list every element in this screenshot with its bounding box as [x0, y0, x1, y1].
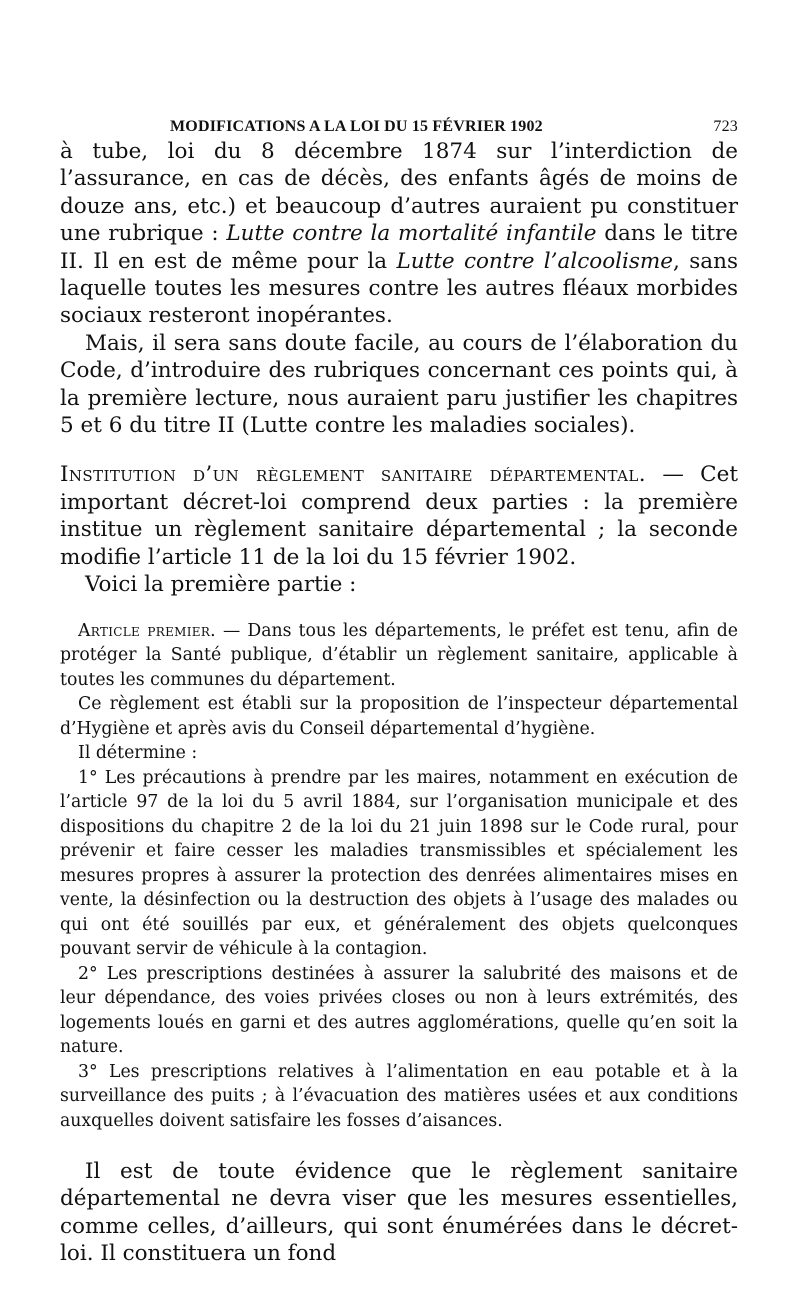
- section-paragraph: Institution d’un règlement sanitaire départemental. — Cet important décret-loi comprend deux parties : la première institue un règlement sanitaire départemental ; la seconde modifie l’article 11 de la loi du 15 février 1902.: [60, 462, 738, 570]
- closing-text: [60, 1158, 738, 1268]
- article-heading: Article premier.: [78, 620, 216, 641]
- decree-quotation: [60, 619, 738, 1134]
- paragraph-continuation: à tube, loi du 8 décembre 1874 sur l’interdiction de l’assurance, en cas de décès, des enfants âgés de moins de douze ans, etc.) et beaucoup d’autres auraient pu constituer une rubrique : Lutte contre la mortalité infantile dans le titre II. Il en est de même pour la Lutte contre l’alcoolisme, sans laquelle toutes les mesures contre les autres fléaux morbides sociaux resteront inopérantes.: [60, 139, 738, 329]
- decree-item: 1° Les précautions à prendre par les maires, notamment en exécution de l’article 97 de la loi du 5 avril 1884, sur l’organisation municipale et des dispositions du chapitre 2 de la loi du 21 juin 1898 sur le Code rural, pour prévenir et faire cesser les maladies transmissibles et spécialement les mesures propres à assurer la protection des denrées alimentaires mises en vente, la désinfection ou la destruction des objets à l’usage des malades ou qui ont été souillés par eux, et généralement des objets quelconques pouvant servir de véhicule à la contagion.: [60, 767, 738, 959]
- paragraph: Mais, il sera sans doute facile, au cours de l’élaboration du Code, d’introduire des rubriques concernant ces points qui, à la première lecture, nous auraient paru justifier les chapitres 5 et 6 du titre II (Lutte contre les maladies sociales).: [60, 330, 738, 439]
- running-head: [60, 108, 738, 138]
- running-title: MODIFICATIONS A LA LOI DU 15 FÉVRIER 1902: [170, 118, 543, 135]
- paragraph: Il est de toute évidence que le règlement sanitaire départemental ne devra viser que les mesures essentielles, comme celles, d’ailleurs, qui sont énumérées dans le décret-loi. Il constituera un fond: [60, 1159, 738, 1267]
- page-number: 723: [713, 118, 738, 135]
- section-heading: Institution d’un règlement sanitaire départemental.: [60, 462, 646, 488]
- decree-item: 2° Les prescriptions destinées à assurer la salubrité des maisons et de leur dépendance, des voies privées closes ou non à leurs extrémités, des logements loués en garni et des autres agglomérations, quelle qu’en soit la nature.: [60, 963, 738, 1057]
- body-text: [60, 138, 738, 599]
- book-page: [60, 108, 738, 1268]
- decree-paragraph: Ce règlement est établi sur la proposition de l’inspecteur départemental d’Hygiène et après avis du Conseil départemental d’hygiène.: [60, 694, 738, 739]
- italic-phrase: Lutte contre la mortalité infantile: [226, 221, 597, 247]
- article-premier: Article premier. — Dans tous les départements, le préfet est tenu, afin de protéger la Santé publique, d’établir un règlement sanitaire, applicable à toutes les communes du département.: [60, 620, 738, 690]
- italic-phrase: Lutte contre l’alcoolisme: [396, 248, 674, 274]
- decree-item: 3° Les prescriptions relatives à l’alimentation en eau potable et à la surveillance des puits ; à l’évacuation des matières usées et aux conditions auxquelles doivent satisfaire les fosses d’aisances.: [60, 1061, 738, 1131]
- decree-paragraph: Il détermine :: [78, 743, 198, 763]
- paragraph: Voici la première partie :: [85, 572, 357, 598]
